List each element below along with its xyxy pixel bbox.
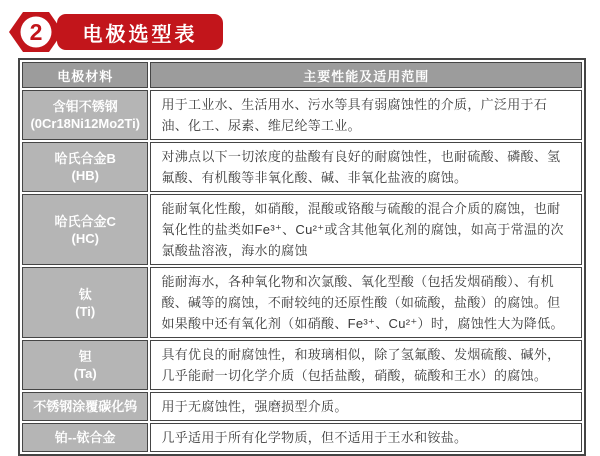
material-sub: (0Cr18Ni12Mo2Ti): [30, 116, 141, 131]
material-name: 钽: [78, 349, 92, 364]
material-sub: (HC): [71, 230, 99, 246]
electrode-selection-table: [18, 58, 586, 456]
material-name: 铂--铱合金: [54, 430, 116, 445]
material-sub: (Ti): [75, 303, 96, 319]
material-description: 用于工业水、生活用水、污水等具有弱腐蚀性的介质，广泛用于石油、化工、尿素、维尼纶等工业。: [150, 90, 582, 140]
material-name: 哈氏合金B: [54, 151, 116, 166]
material-cell: [22, 423, 148, 452]
page-title: 电极选型表: [57, 14, 223, 50]
table-row: [22, 340, 582, 390]
material-cell: [22, 340, 148, 390]
table-row: [22, 194, 582, 265]
step-badge-hexagon-icon: [8, 10, 64, 54]
table-row: [22, 423, 582, 452]
material-description: 能耐海水，各种氧化物和次氯酸、氧化型酸（包括发烟硝酸）、有机酸、碱等的腐蚀，不耐较纯的还原性酸（如硫酸，盐酸）的腐蚀。但如果酸中还有氧化剂（如硝酸、Fe³⁺、Cu²⁺）时，腐蚀性大为降低。: [150, 267, 582, 338]
material-cell: [22, 392, 148, 421]
material-cell: [22, 142, 148, 192]
table-header-row: [22, 62, 582, 88]
material-name: 含钼不锈钢: [52, 99, 118, 114]
material-cell: [22, 194, 148, 265]
material-sub: (HB): [71, 168, 99, 183]
material-name: 钛: [78, 286, 92, 302]
page-header: [8, 10, 600, 54]
material-description: 具有优良的耐腐蚀性，和玻璃相似，除了氢氟酸、发烟硫酸、碱外，几乎能耐一切化学介质（包括盐酸，硝酸，硫酸和王水）的腐蚀。: [150, 340, 582, 390]
table-row: [22, 392, 582, 421]
table-row: [22, 90, 582, 140]
material-description: 用于无腐蚀性，强磨损型介质。: [150, 392, 582, 421]
material-name: 不锈钢涂覆碳化钨: [33, 399, 138, 414]
column-header-material: 电极材料: [22, 62, 148, 88]
page: [0, 10, 600, 445]
material-cell: [22, 90, 148, 140]
material-description: 几乎适用于所有化学物质，但不适用于王水和铵盐。: [150, 423, 582, 452]
material-sub: (Ta): [73, 366, 97, 381]
material-description: 能耐氧化性酸，如硝酸，混酸或铬酸与硫酸的混合介质的腐蚀，也耐氧化性的盐类如Fe³⁺、Cu²⁺或含其他氧化剂的腐蚀，如高于常温的次氯酸盐溶液，海水的腐蚀: [150, 194, 582, 265]
column-header-description: 主要性能及适用范围: [150, 62, 582, 88]
material-cell: [22, 267, 148, 338]
material-description: 对沸点以下一切浓度的盐酸有良好的耐腐蚀性，也耐硫酸、磷酸、氢氟酸、有机酸等非氧化酸、碱、非氧化盐液的腐蚀。: [150, 142, 582, 192]
material-name: 哈氏合金C: [54, 213, 116, 229]
table-row: [22, 142, 582, 192]
step-badge-number: 2: [29, 19, 43, 45]
table-row: [22, 267, 582, 338]
